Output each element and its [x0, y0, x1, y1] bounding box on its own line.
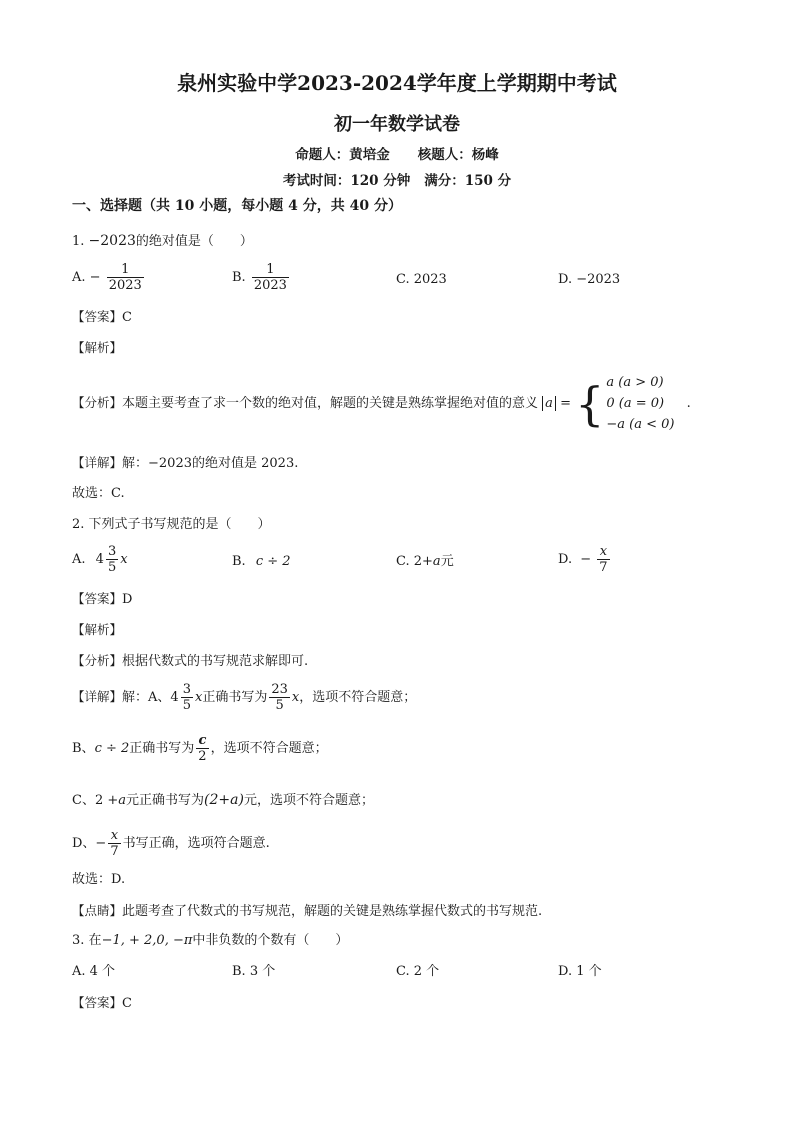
- variable: x: [291, 690, 300, 705]
- detail-text: 解：−2023的绝对值是 2023.: [122, 456, 299, 471]
- q1-stem: [72, 232, 253, 251]
- fraction: [597, 544, 609, 575]
- fraction: [252, 262, 289, 293]
- variable: a: [118, 793, 127, 808]
- fraction-denominator: 2023: [253, 278, 287, 293]
- fraction: [196, 733, 208, 764]
- variable: x: [194, 690, 203, 705]
- q2-text: 下列式子书写规范的是（ ）: [88, 517, 271, 532]
- q2-option-c: [396, 553, 454, 571]
- option-label: B.: [232, 554, 246, 569]
- fraction-denominator: 2: [198, 749, 207, 764]
- fenxi-tag: 【分析】: [72, 395, 123, 410]
- q1-text: 的绝对值是（ ）: [135, 234, 253, 249]
- answer-tag: 【答案】: [72, 591, 123, 606]
- abs-value: a: [542, 396, 556, 411]
- q2-option-d: [558, 544, 612, 575]
- q2-analysis-tag: [72, 621, 122, 640]
- detail-text: 解：A、4: [122, 690, 179, 705]
- q2-option-a: [72, 544, 128, 575]
- q2-option-b: [232, 553, 291, 571]
- section-heading: 一、选择题（共 10 小题，每小题 4 分，共 40 分）: [72, 198, 402, 214]
- author-setter: 命题人：黄培金: [295, 147, 390, 163]
- minus-sign: −: [89, 270, 101, 285]
- q2-choose: 故选：D.: [72, 872, 126, 887]
- equals-sign: =: [560, 396, 571, 411]
- minus-sign: −: [580, 552, 592, 567]
- fraction-denominator: 7: [110, 844, 119, 859]
- fraction-numerator: c: [196, 733, 208, 749]
- q2-detail-d: [72, 826, 270, 862]
- fraction-numerator: 3: [107, 544, 117, 559]
- q1-number: 1.: [72, 234, 85, 249]
- q1-option-a: [72, 262, 146, 293]
- answer-value: C: [122, 996, 132, 1011]
- author-checker: 核题人：杨峰: [417, 147, 499, 163]
- detail-text: 书写正确，选项符合题意.: [122, 836, 270, 851]
- number-list: −1, + 2,0, −π: [101, 933, 193, 948]
- q1-detail: [72, 454, 298, 473]
- exam-title: 泉州实验中学2023-2024学年度上学期期中考试: [177, 71, 617, 95]
- fraction-numerator: x: [108, 828, 120, 844]
- q3-stem: [72, 932, 348, 950]
- q2-answer: [72, 590, 132, 609]
- fraction-denominator: 2023: [108, 278, 142, 293]
- variable: x: [120, 552, 128, 567]
- q3-text: 中非负数的个数有（ ）: [192, 933, 349, 948]
- analysis-tag: 【解析】: [72, 340, 123, 355]
- q2-analysis: [72, 652, 308, 671]
- q3-option-b: B. 3 个: [232, 964, 276, 979]
- detail-text: 正确书写为: [202, 690, 268, 705]
- q1-analysis: [72, 370, 691, 437]
- comment-tag: 【点睛】: [72, 903, 123, 918]
- q3-option-c: C. 2 个: [396, 964, 440, 979]
- q3-number: 3.: [72, 933, 85, 948]
- exam-score: 满分：150 分: [424, 173, 512, 189]
- analysis-tag: 【解析】: [72, 622, 123, 637]
- detail-text: 正确书写为: [129, 741, 195, 756]
- option-label: A.: [72, 552, 86, 567]
- q1-option-c: C. 2023: [396, 272, 447, 287]
- detail-text: D、−: [72, 836, 107, 851]
- option-label: D.: [558, 552, 573, 567]
- expression: c ÷ 2: [94, 741, 130, 756]
- exam-subtitle: 初一年数学试卷: [334, 114, 460, 135]
- fraction-denominator: 5: [182, 698, 191, 713]
- fraction: [107, 262, 144, 293]
- authors-line: [0, 146, 794, 164]
- detail-text: 元，选项不符合题意；: [243, 793, 374, 808]
- left-brace: {: [575, 376, 605, 431]
- fraction: [106, 544, 118, 575]
- piecewise-cases: [606, 372, 674, 435]
- q3-answer: [72, 994, 132, 1013]
- q2-number: 2.: [72, 517, 85, 532]
- comment-text: 此题考查了代数式的书写规范，解题的关键是熟练掌握代数式的书写规范.: [122, 904, 543, 919]
- detail-text: ，选项不符合题意；: [210, 741, 328, 756]
- q1-answer: [72, 308, 132, 327]
- detail-tag: 【详解】: [72, 689, 123, 704]
- fraction: [269, 682, 290, 713]
- answer-value: D: [122, 592, 133, 607]
- fraction-denominator: 7: [599, 560, 608, 575]
- fraction-denominator: 5: [107, 560, 117, 575]
- q3-text: 在: [88, 933, 102, 948]
- fraction-numerator: 3: [182, 682, 191, 697]
- q1-analysis-tag: [72, 339, 122, 358]
- detail-text: B、: [72, 741, 95, 756]
- option-label: A.: [72, 270, 86, 285]
- fraction: [108, 828, 120, 859]
- exam-time: 考试时间：120 分钟: [282, 173, 411, 189]
- period: .: [686, 396, 691, 411]
- answer-tag: 【答案】: [72, 995, 123, 1010]
- answer-tag: 【答案】: [72, 309, 123, 324]
- exam-info-line: [0, 172, 794, 190]
- case-negative: −a (a < 0): [606, 417, 675, 432]
- fenxi-tag: 【分析】: [72, 653, 123, 668]
- detail-text: C、2 +: [72, 793, 119, 808]
- unit: 元: [440, 554, 454, 569]
- fraction-numerator: 23: [271, 682, 288, 697]
- variable: a: [432, 554, 441, 569]
- answer-value: C: [122, 310, 132, 325]
- q2-detail-b: [72, 731, 328, 767]
- q1-option-d: D. −2023: [558, 272, 621, 287]
- expression: c ÷ 2: [255, 554, 291, 569]
- q3-option-a: A. 4 个: [72, 964, 116, 979]
- q2-detail-a: [72, 679, 416, 716]
- fraction-numerator: x: [597, 544, 609, 560]
- detail-tag: 【详解】: [72, 455, 123, 470]
- case-zero: 0 (a = 0): [606, 396, 665, 411]
- case-positive: a (a > 0): [606, 375, 664, 390]
- detail-text: 元正确书写为: [126, 793, 205, 808]
- fraction-numerator: 1: [252, 262, 289, 278]
- q2-comment: [72, 902, 542, 921]
- fraction-denominator: 5: [275, 698, 284, 713]
- fraction: [181, 682, 193, 713]
- fraction-numerator: 1: [107, 262, 144, 278]
- analysis-text: 根据代数式的书写规范求解即可.: [122, 654, 309, 669]
- analysis-text: 本题主要考查了求一个数的绝对值，解题的关键是熟练掌握绝对值的意义: [122, 396, 539, 411]
- q1-option-b: [232, 262, 291, 293]
- option-label: B.: [232, 270, 246, 285]
- q1-choose: 故选：C.: [72, 486, 125, 501]
- expression: (2+a): [204, 792, 244, 808]
- detail-text: ，选项不符合题意；: [299, 690, 417, 705]
- mixed-whole: 4: [95, 552, 104, 567]
- option-label: C. 2+: [396, 554, 433, 569]
- q1-value: −2023: [88, 233, 136, 249]
- q2-stem: [72, 516, 271, 534]
- q2-detail-c: [72, 791, 374, 810]
- q3-option-d: D. 1 个: [558, 964, 602, 979]
